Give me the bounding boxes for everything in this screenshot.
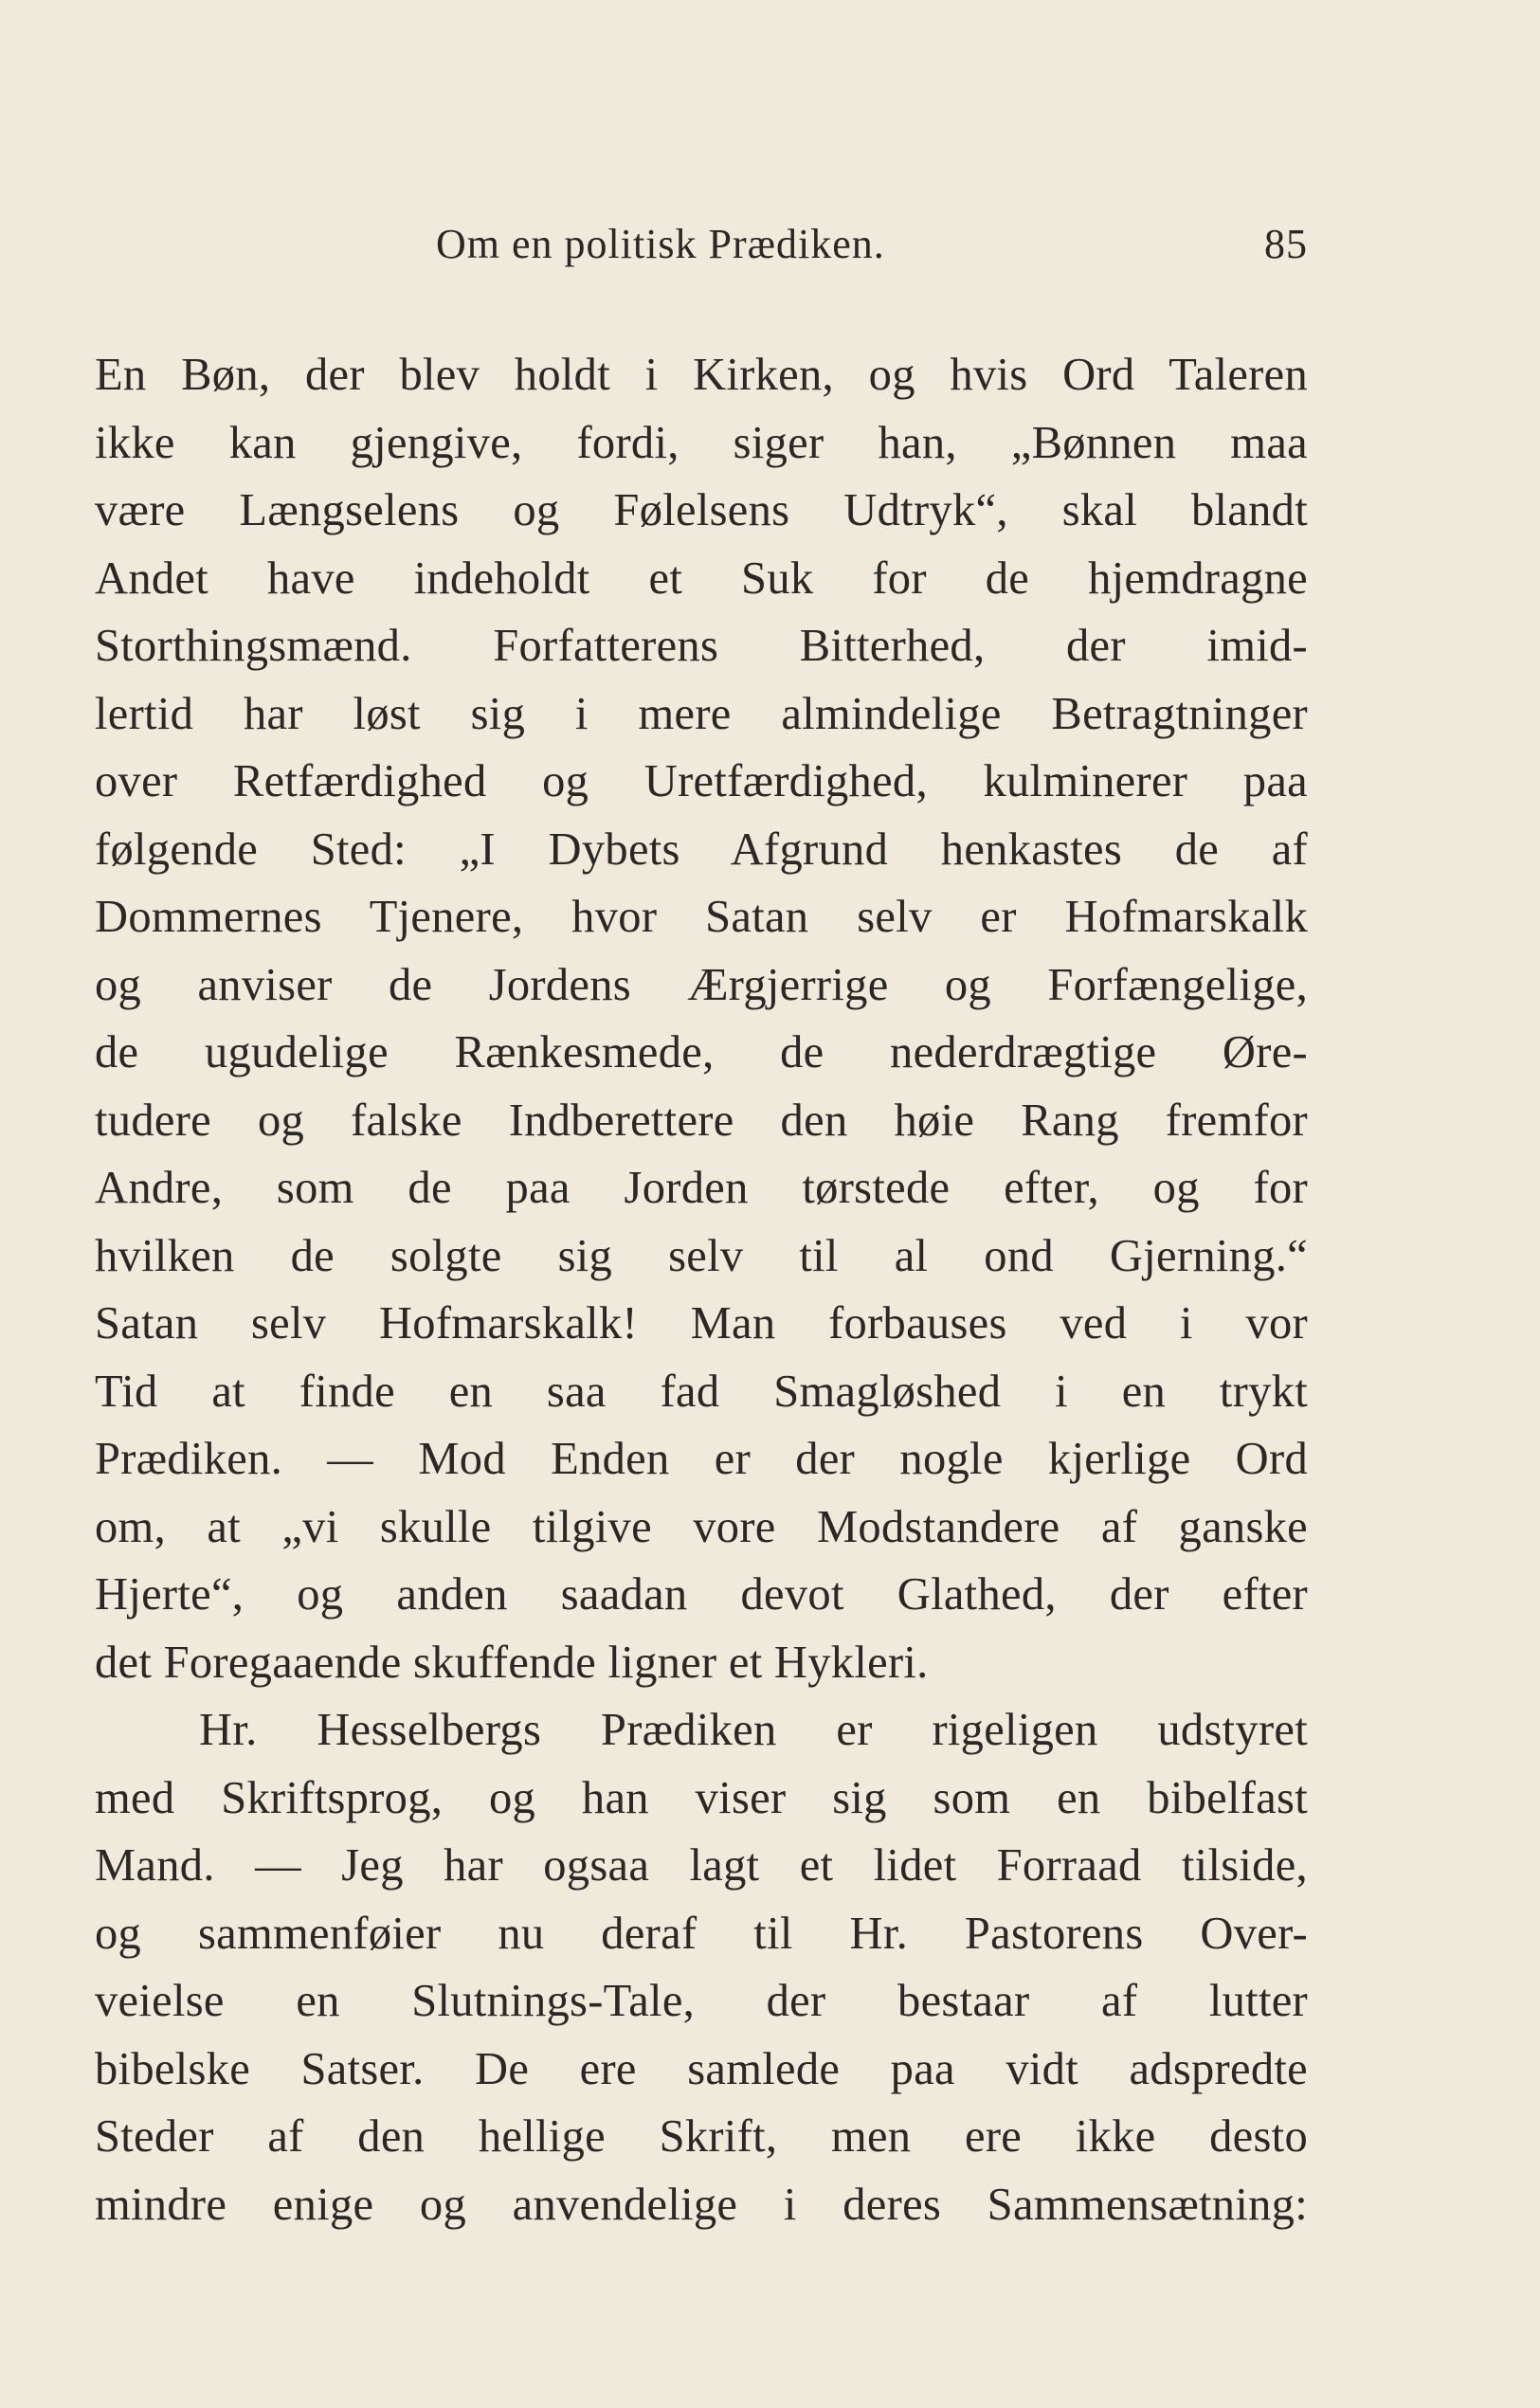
text-line: og sammenføier nu deraf til Hr. Pastorens Over- — [95, 1908, 1308, 1959]
text-line: Andre, som de paa Jorden tørstede efter, og for — [95, 1163, 1308, 1213]
text-line: tudere og falske Indberettere den høie Rang fremfor — [95, 1095, 1308, 1146]
text-line: ikke kan gjengive, fordi, siger han, „Bønnen maa — [95, 417, 1308, 468]
text-line: veielse en Slutnings-Tale, der bestaar af lutter — [95, 1976, 1308, 2026]
text-line: Mand. — Jeg har ogsaa lagt et lidet Forraad tilside, — [95, 1840, 1308, 1891]
text-line: bibelske Satser. De ere samlede paa vidt adspredte — [95, 2043, 1308, 2094]
text-line: Tid at finde en saa fad Smagløshed i en trykt — [95, 1366, 1308, 1417]
text-line: En Bøn, der blev holdt i Kirken, og hvis Ord Taleren — [95, 350, 1308, 400]
body-text — [95, 341, 1308, 2238]
running-head — [95, 220, 1308, 277]
text-line: de ugudelige Rænkesmede, de nederdrægtige Øre- — [95, 1027, 1308, 1077]
text-line: lertid har løst sig i mere almindelige Betragtninger — [95, 688, 1308, 739]
text-line: Satan selv Hofmarskalk! Man forbauses ved i vor — [95, 1298, 1308, 1349]
page-number: 85 — [1264, 221, 1308, 267]
text-line: Prædiken. — Mod Enden er der nogle kjerlige Ord — [95, 1434, 1308, 1484]
text-line: over Retfærdighed og Uretfærdighed, kulminerer paa — [95, 756, 1308, 806]
running-title: Om en politisk Prædiken. — [436, 221, 885, 267]
text-line: om, at „vi skulle tilgive vore Modstandere af ganske — [95, 1501, 1308, 1552]
text-line: hvilken de solgte sig selv til al ond Gjerning.“ — [95, 1230, 1308, 1281]
text-line: Storthingsmænd. Forfatterens Bitterhed, der imid- — [95, 621, 1308, 671]
text-line: med Skriftsprog, og han viser sig som en bibelfast — [95, 1772, 1308, 1823]
text-line: og anviser de Jordens Ærgjerrige og Forfængelige, — [95, 959, 1308, 1010]
text-line: Hjerte“, og anden saadan devot Glathed, der efter — [95, 1569, 1308, 1620]
text-line: mindre enige og anvendelige i deres Sammensætning: — [95, 2179, 1308, 2230]
text-line: Hr. Hesselbergs Prædiken er rigeligen udstyret — [199, 1705, 1308, 1755]
text-line: følgende Sted: „I Dybets Afgrund henkastes de af — [95, 824, 1308, 875]
text-line: være Længselens og Følelsens Udtryk“, skal blandt — [95, 485, 1308, 535]
text-line: Dommernes Tjenere, hvor Satan selv er Hofmarskalk — [95, 892, 1308, 942]
text-line: Steder af den hellige Skrift, men ere ikke desto — [95, 2111, 1308, 2162]
text-line: Andet have indeholdt et Suk for de hjemdragne — [95, 552, 1308, 604]
text-line: det Foregaaende skuffende ligner et Hykleri. — [95, 1637, 929, 1688]
